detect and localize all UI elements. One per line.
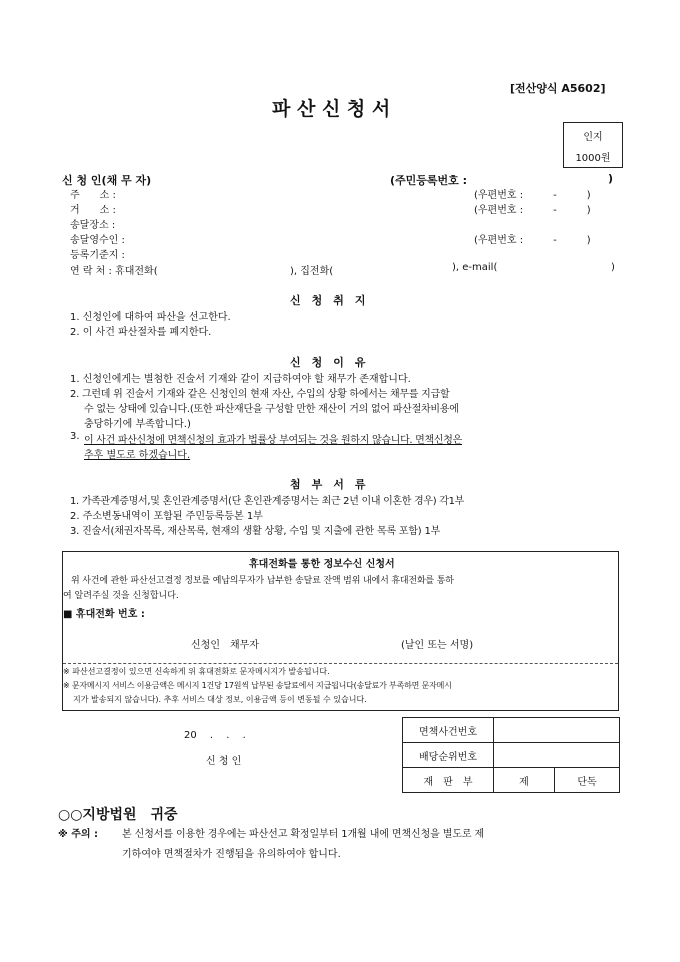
address-label: 주 소 :: [70, 190, 116, 201]
footer-text-1: 본 신청서를 이용한 경우에는 파산선고 확정일부터 1개월 내에 면책신청을 별도로 제: [122, 829, 485, 840]
delivery-recipient-label: 송달영수인 :: [70, 235, 125, 246]
reason-heading: 신 청 이 유: [290, 356, 366, 369]
signature-applicant: 신 청 인: [206, 756, 242, 767]
footer-text-2: 기하여야 면책절차가 진행됨을 유의하여야 합니다.: [122, 849, 341, 860]
dividend-order-label: 배당순위번호: [403, 743, 494, 768]
attachment-item: 1. 가족관계증명서,및 혼인관계증명서(단 혼인관계증명서는 최근 2년 이내 이혼한 경우) 각1부: [70, 496, 465, 507]
mobile-note-2b: 지가 발송되지 않습니다). 추후 서비스 대상 정보, 이용금액 등이 변동될 수 있습니다.: [73, 695, 367, 704]
case-number-cell[interactable]: [494, 718, 620, 743]
purpose-item: 1. 신청인에 대하여 파산을 선고한다.: [70, 312, 231, 323]
divider: [63, 663, 618, 664]
contact-email-label: ), e-mail(: [452, 262, 498, 273]
reason-line-3a: 이 사건 파산신청에 면책신청의 효과가 법률상 부여되는 것을 원하지 않습니다. 면책신청은: [84, 435, 462, 446]
mobile-note-2a: ※ 문자메시지 서비스 이용금액은 메시지 1건당 17원씩 납부된 송달료에서 지급됩니다(송달료가 부족하면 문자메시: [63, 681, 452, 690]
attachments-heading: 첨 부 서 류: [290, 478, 366, 491]
registration-base-label: 등록기준지 :: [70, 250, 125, 261]
mobile-phone-label: ■ 휴대전화 번호 :: [63, 609, 145, 620]
purpose-item: 2. 이 사건 파산절차를 폐지한다.: [70, 327, 212, 338]
mobile-notice-body-1: 위 사건에 관한 파산선고결정 정보를 예납의무자가 납부한 송달료 잔액 범위 내에서 휴대전화를 통하: [71, 576, 454, 586]
rrn-close: ): [608, 172, 614, 185]
case-number-label: 면책사건번호: [403, 718, 494, 743]
mobile-notice-box: [62, 551, 619, 711]
court-name: ○○지방법원 귀중: [58, 807, 178, 823]
attachment-item: 2. 주소변동내역이 포함된 주민등록등본 1부: [70, 511, 263, 522]
stamp-amount: 1000원: [575, 153, 611, 164]
delivery-recipient-postal: (우편번호 : - ): [474, 235, 591, 246]
stamp-label: 인지: [583, 132, 603, 143]
mobile-seal: (날인 또는 서명): [401, 640, 474, 651]
attachment-item: 3. 진술서(채권자목록, 재산목록, 현재의 생활 상황, 수입 및 지출에 관한 목록 포함) 1부: [70, 526, 441, 537]
contact-close: ): [611, 262, 615, 273]
footer-label: ※ 주의 :: [58, 829, 99, 840]
contact-mobile-label: 연 락 처 : 휴대전화(: [70, 266, 158, 277]
contact-home-label: ), 집전화(: [290, 266, 334, 277]
residence-postal: (우편번호 : - ): [474, 205, 591, 216]
stamp-box: [563, 122, 623, 168]
reason-line-2b: 수 없는 상태에 있습니다.(또한 파산재단을 구성할 만한 재산이 거의 없어 파산절차비용에: [84, 404, 459, 415]
mobile-signer: 신청인 채무자: [191, 640, 259, 651]
reason-line-1: 1. 신청인에게는 별첨한 진술서 기재와 같이 지급하여야 할 채무가 존재합니다.: [70, 374, 411, 385]
tribunal-number: 제: [494, 768, 555, 793]
address-postal: (우편번호 : - ): [474, 190, 591, 201]
tribunal-single: 단독: [555, 768, 620, 793]
reason-line-3b: 추후 별도로 하겠습니다.: [84, 450, 191, 461]
signature-date: 20 . . .: [184, 730, 246, 741]
dividend-order-cell[interactable]: [494, 743, 620, 768]
mobile-notice-heading: 휴대전화를 통한 정보수신 신청서: [249, 559, 395, 570]
court-info-table: [402, 717, 620, 793]
form-code: [전산양식 A5602]: [510, 82, 606, 95]
rrn-label: (주민등록번호 :: [390, 174, 468, 187]
reason-line-2a: 2. 그런데 위 진술서 기재와 같은 신청인의 현재 자산, 수입의 상황 하에서는 채무를 지급할: [70, 389, 450, 400]
residence-label: 거 소 :: [70, 205, 116, 216]
mobile-notice-body-2: 여 알려주실 것을 신청합니다.: [63, 591, 179, 601]
mobile-note-1: ※ 파산선고결정이 있으면 신속하게 위 휴대전화로 문자메시지가 발송됩니다.: [63, 667, 330, 676]
tribunal-label: 재 판 부: [403, 768, 494, 793]
applicant-heading: 신 청 인(채 무 자): [62, 174, 152, 187]
reason-line-2c: 충당하기에 부족합니다.): [84, 419, 191, 430]
purpose-heading: 신 청 취 지: [290, 294, 366, 307]
delivery-place-label: 송달장소 :: [70, 220, 116, 231]
page-title: 파 산 신 청 서: [272, 98, 391, 120]
reason-line-3-prefix: 3.: [70, 431, 80, 442]
